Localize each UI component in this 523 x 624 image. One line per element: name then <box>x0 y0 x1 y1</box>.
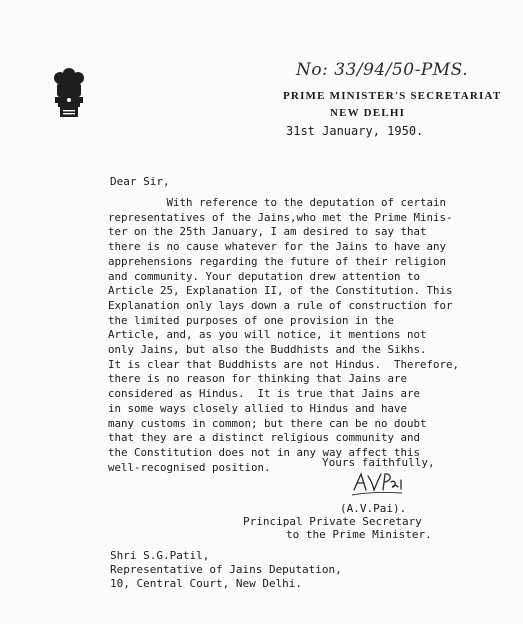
handwritten-signature <box>350 468 406 498</box>
signer-designation: Principal Private Secretary <box>243 515 422 528</box>
body-line: well-recognised position. <box>108 460 271 474</box>
body-line: representatives of the Jains,who met the Prime Minis- <box>108 210 453 224</box>
addressee-title: Representative of Jains Deputation, <box>110 563 342 576</box>
body-line: apprehensions regarding the future of their religion <box>108 254 447 268</box>
state-emblem-icon <box>52 66 86 124</box>
body-line: there is no cause whatever for the Jains to have any <box>108 240 447 254</box>
body-line: and community. Your deputation drew attention to <box>108 269 421 283</box>
body-line: the limited purposes of one provision in the <box>108 313 395 327</box>
body-line: that they are a distinct religious community and <box>108 431 421 445</box>
addressee-name: Shri S.G.Patil, <box>110 549 210 562</box>
letter-body <box>108 196 512 475</box>
office-name: PRIME MINISTER'S SECRETARIAT <box>283 90 502 102</box>
body-line: there is no reason for thinking that Jains are <box>108 372 408 386</box>
body-line: in some ways closely allied to Hindus and have <box>108 401 408 415</box>
body-line: only Jains, but also the Buddhists and the Sikhs. <box>108 343 427 357</box>
body-line: ter on the 25th January, I am desired to say that <box>108 225 427 239</box>
reference-number: No: 33/94/50-PMS. <box>296 60 469 80</box>
salutation: Dear Sir, <box>110 175 170 188</box>
addressee-address: 10, Central Court, New Delhi. <box>110 577 303 590</box>
signer-designation-continued: to the Prime Minister. <box>286 528 432 541</box>
signer-name: (A.V.Pai). <box>340 502 407 515</box>
body-line: It is clear that Buddhists are not Hindus. Therefore, <box>108 357 460 371</box>
letter-date: 31st January, 1950. <box>286 124 424 138</box>
body-line: With reference to the deputation of certain <box>108 196 447 209</box>
closing: Yours faithfully, <box>322 456 435 469</box>
body-line: Article, and, as you will notice, it mentions not <box>108 328 427 342</box>
body-line: considered as Hindus. It is true that Jains are <box>108 387 421 401</box>
office-city: NEW DELHI <box>330 107 406 119</box>
body-line: Explanation only lays down a rule of construction for <box>108 298 453 312</box>
body-line: the Constitution does not in any way affect this <box>108 445 421 459</box>
body-line: Article 25, Explanation II, of the Constitution. This <box>108 284 453 298</box>
body-line: many customs in common; but there can be no doubt <box>108 416 427 430</box>
